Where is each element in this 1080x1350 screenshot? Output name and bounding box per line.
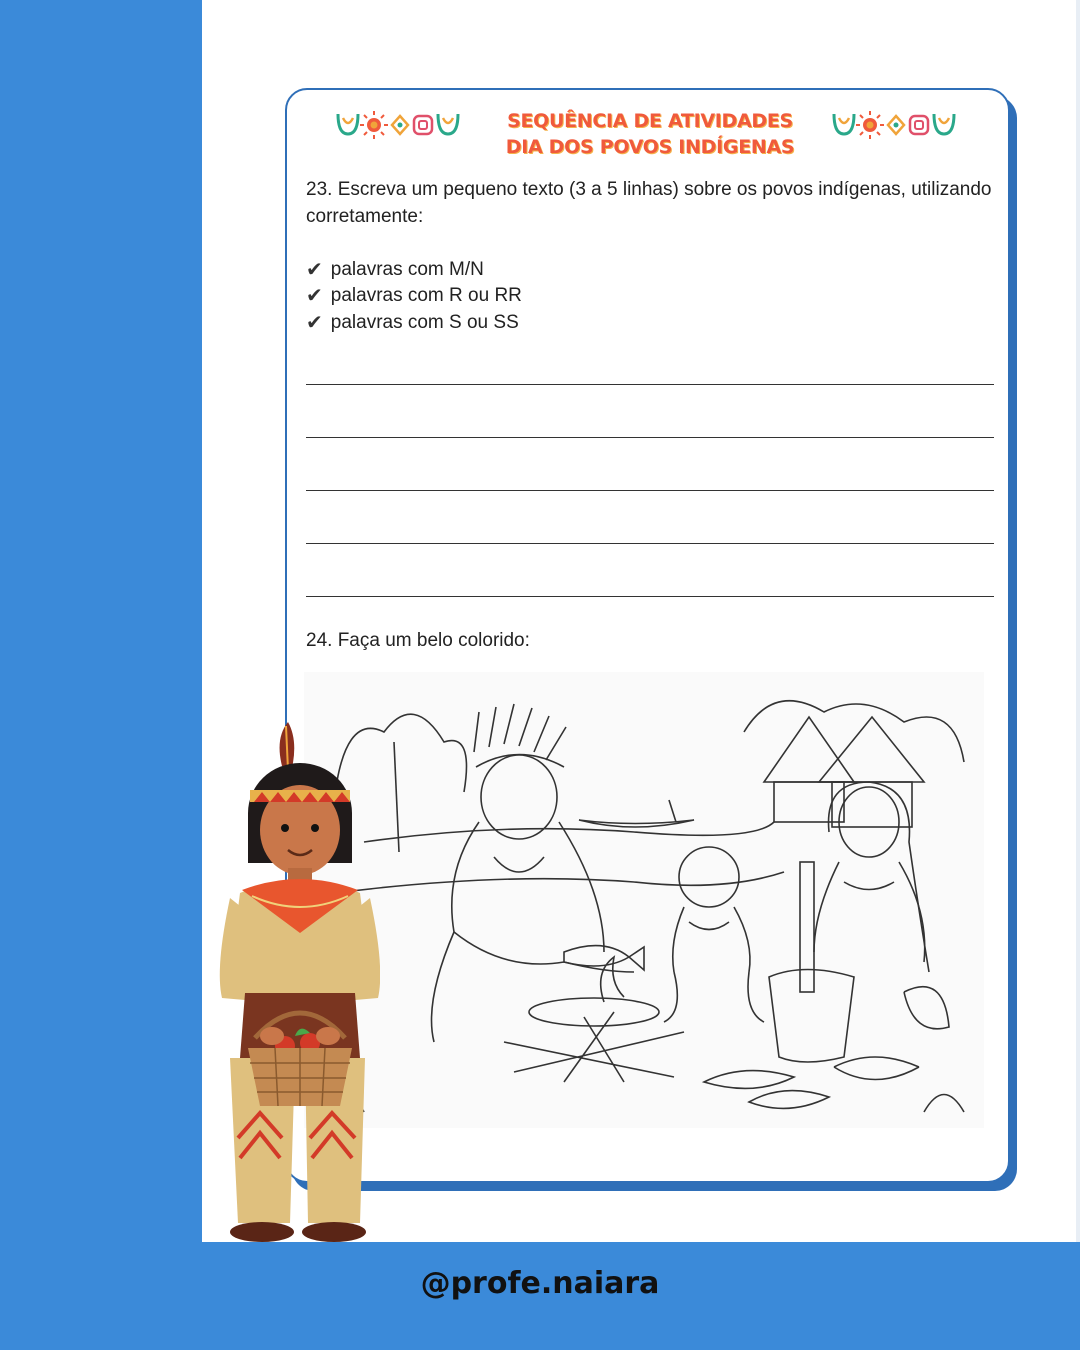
checklist-item [306, 256, 522, 283]
checklist-item-label: palavras com S ou SS [330, 311, 519, 333]
worksheet-title [470, 108, 830, 160]
tribal-pattern-icon [334, 108, 462, 142]
page-edge [1076, 0, 1080, 1242]
author-handle: @profe.naiara [420, 1266, 660, 1301]
tribal-pattern-icon [830, 108, 958, 142]
checklist-item [306, 283, 522, 310]
coloring-illustration [304, 672, 984, 1128]
question-23-prompt: 23. Escreva um pequeno texto (3 a 5 linhas) sobre os povos indígenas, utilizando corretamente: [306, 179, 992, 227]
check-icon: ✔ [306, 309, 323, 334]
title-line-2: DIA DOS POVOS INDÍGENAS [505, 136, 795, 158]
checklist [306, 256, 522, 336]
check-icon: ✔ [306, 283, 323, 308]
answer-line[interactable] [306, 543, 994, 544]
answer-line[interactable] [306, 490, 994, 491]
answer-line[interactable] [306, 384, 994, 385]
title-line-1: SEQUÊNCIA DE ATIVIDADES [507, 110, 793, 132]
check-icon: ✔ [306, 256, 323, 281]
checklist-item-label: palavras com R ou RR [330, 285, 522, 307]
checklist-item-label: palavras com M/N [330, 258, 484, 280]
question-24-prompt: 24. Faça um belo colorido: [306, 630, 530, 651]
checklist-item [306, 309, 522, 336]
left-blue-strip [0, 0, 202, 1242]
indigenous-child-character [200, 718, 380, 1244]
answer-line[interactable] [306, 437, 994, 438]
answer-line[interactable] [306, 596, 994, 597]
